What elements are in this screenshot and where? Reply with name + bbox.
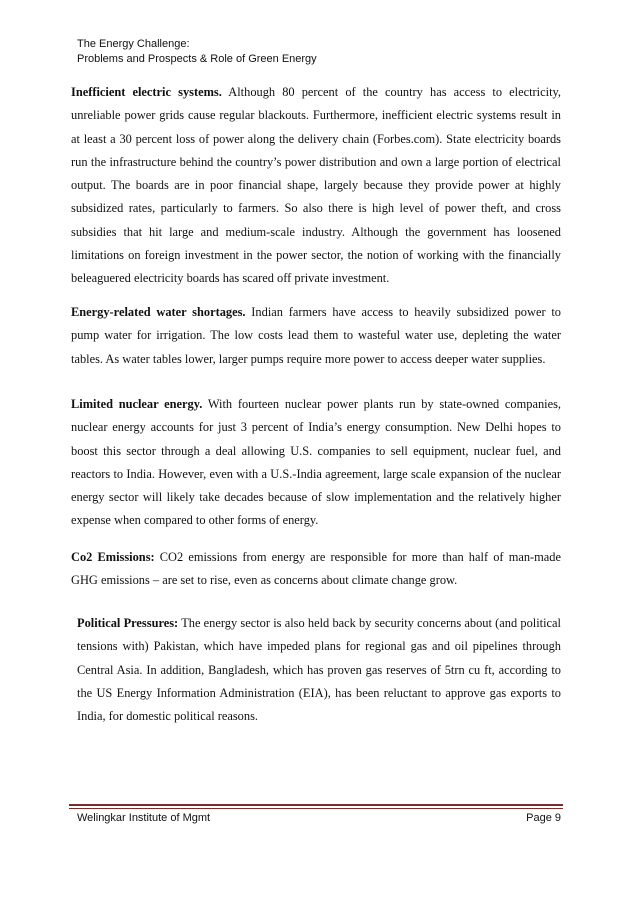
paragraph [71,546,561,593]
paragraph [71,81,561,291]
paragraph [71,393,561,533]
footer-page-number: Page 9 [526,812,561,824]
header-title: The Energy Challenge: [77,38,190,50]
section-limited-nuclear-energy [71,393,561,533]
footer-institute: Welingkar Institute of Mgmt [77,812,211,824]
section-political-pressures [77,612,561,728]
section-heading: Energy-related water shortages. [71,305,246,319]
section-body: CO2 emissions from energy are responsible for more than half of man-made GHG emissions – are set to rise, even as concerns about climate change grow. [71,550,561,588]
section-heading: Co2 Emissions: [71,550,155,564]
footer-rule-thick [69,804,563,806]
section-co2-emissions [71,546,561,593]
paragraph [71,301,561,371]
section-body: Indian farmers have access to heavily subsidized power to pump water for irrigation. The low costs lead them to wasteful water use, depleting the water tables. As water tables lower, larger pumps require more power to access deeper water supplies. [71,305,561,366]
header-subtitle: Problems and Prospects & Role of Green Energy [77,53,317,65]
section-heading: Limited nuclear energy. [71,397,203,411]
section-inefficient-electric-systems [71,81,561,291]
section-body: The energy sector is also held back by security concerns about (and political tensions with) Pakistan, which have impeded plans for regional gas and oil pipelines through Central Asia. In addition, Bangladesh, which has proven gas reserves of 5trn cu ft, according to the US Energy Information Administration (EIA), has been reluctant to approve gas exports to India, for domestic political reasons. [77,616,561,724]
page-header [77,37,317,67]
section-body: With fourteen nuclear power plants run by state-owned companies, nuclear energy accounts for just 3 percent of India’s energy consumption. New Delhi hopes to boost this sector through a deal allowing U.S. companies to sell equipment, nuclear fuel, and reactors to India. However, even with a U.S.-India agreement, large scale expansion of the nuclear energy sector will likely take decades because of slow implementation and the relatively higher expense when compared to other forms of energy. [71,397,562,528]
section-heading: Inefficient electric systems. [71,85,222,99]
section-energy-water-shortages [71,301,561,371]
footer-rule-thin [69,808,563,809]
section-heading: Political Pressures: [77,616,179,630]
paragraph [77,612,561,728]
section-body: Although 80 percent of the country has access to electricity, unreliable power grids cause regular blackouts. Furthermore, inefficient electric systems result in at least a 30 percent loss of power along the delivery chain (Forbes.com). State electricity boards run the infrastructure behind the country’s power distribution and own a large portion of electrical output. The boards are in poor financial shape, largely because they provide power at highly subsidized rates, particularly to farmers. So also there is high level of power theft, and cross subsidies that hit large and medium-scale industry. Although the government has loosened limitations on foreign investment in the power sector, the notion of working with the financially beleaguered electricity boards has scared off private investment. [71,85,561,286]
